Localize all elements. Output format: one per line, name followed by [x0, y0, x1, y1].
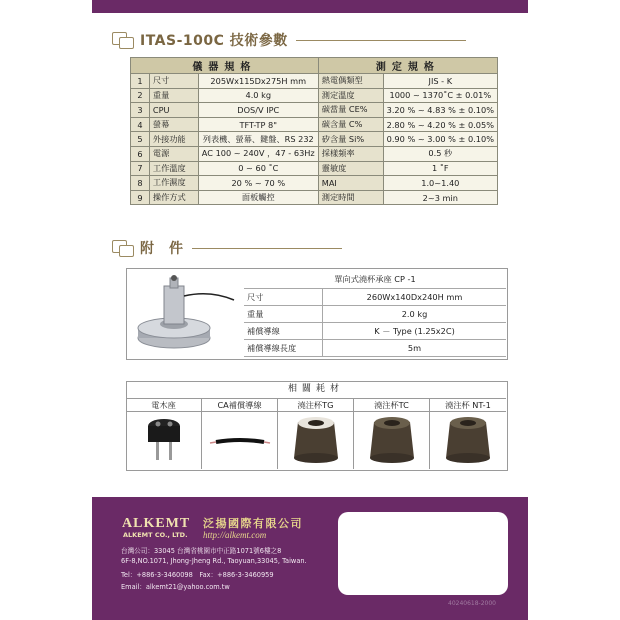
- accessory-section-title: 附 件: [140, 241, 184, 257]
- spec-row: [131, 161, 498, 176]
- spec-value: TFT-TP 8": [198, 117, 318, 132]
- measure-value: 1 ˚F: [383, 161, 497, 176]
- company-name: 泛揚國際有限公司: [203, 517, 303, 530]
- document-code: 40240618-2000: [448, 600, 496, 607]
- divider: [192, 248, 342, 249]
- row-number: 2: [131, 88, 150, 103]
- measure-value: 2.80 % ~ 4.20 % ± 0.05%: [383, 117, 497, 132]
- spec-table: [130, 57, 498, 205]
- measure-value: JIS - K: [383, 74, 497, 89]
- divider: [296, 40, 466, 41]
- spec-row: [131, 88, 498, 103]
- accessory-value: 5m: [323, 340, 507, 357]
- measure-label: 熱電偶類型: [318, 74, 383, 89]
- measure-value: 1.0~1.40: [383, 176, 497, 191]
- compensation-wire-icon: [202, 412, 278, 469]
- spec-value: 20 % ~ 70 %: [198, 176, 318, 191]
- spec-section-title: ITAS-100C 技術參數: [140, 33, 288, 49]
- spec-value: 面板觸控: [198, 190, 318, 205]
- row-number: 1: [131, 74, 150, 89]
- accessory-row: [244, 340, 506, 357]
- measure-label: 矽含量 Si%: [318, 132, 383, 147]
- spec-label: 尺寸: [149, 74, 198, 89]
- accessory-label: 重量: [244, 306, 323, 323]
- section-bullet-icon: [112, 32, 134, 48]
- accessory-value: K － Type (1.25x2C): [323, 323, 507, 340]
- spec-value: 列表機、螢幕、鍵盤、RS 232: [198, 132, 318, 147]
- spec-row: [131, 103, 498, 118]
- consumable-label: 澆注杯TG: [278, 399, 354, 412]
- address-english: 6F-8,NO.1071, Jhong-Jheng Rd., Taoyuan,33045, Taiwan.: [121, 557, 307, 565]
- accessory-table: [244, 270, 506, 357]
- measure-value: 1000 ~ 1370˚C ± 0.01%: [383, 88, 497, 103]
- spec-row: [131, 74, 498, 89]
- accessory-section-heading: [112, 238, 342, 258]
- consumable-label: CA補償導線: [202, 399, 278, 412]
- accessory-label: 尺寸: [244, 289, 323, 306]
- consumable-label: 電木座: [126, 399, 202, 412]
- row-number: 5: [131, 132, 150, 147]
- spec-row: [131, 176, 498, 191]
- accessory-label: 補償導線: [244, 323, 323, 340]
- accessory-value: 260Wx140Dx240H mm: [323, 289, 507, 306]
- row-number: 3: [131, 103, 150, 118]
- spec-label: 螢幕: [149, 117, 198, 132]
- spec-row: [131, 117, 498, 132]
- spec-label: 工作溫度: [149, 161, 198, 176]
- spec-table-header: [131, 58, 498, 74]
- pouring-cup-holder-image: [130, 272, 238, 356]
- spec-value: 0 ~ 60 ˚C: [198, 161, 318, 176]
- spec-label: 工作濕度: [149, 176, 198, 191]
- spec-section-heading: [112, 30, 466, 50]
- spec-label: 外接功能: [149, 132, 198, 147]
- measure-value: 0.90 % ~ 3.00 % ± 0.10%: [383, 132, 497, 147]
- accessory-row: [244, 323, 506, 340]
- accessory-name: 單向式澆杯承座 CP -1: [244, 270, 506, 289]
- measure-label: 採樣頻率: [318, 146, 383, 161]
- section-bullet-icon: [112, 240, 134, 256]
- consumable-label: 澆注杯TC: [354, 399, 430, 412]
- email[interactable]: Email：alkemt21@yahoo.com.tw: [121, 583, 230, 591]
- spec-label: 重量: [149, 88, 198, 103]
- measure-value: 0.5 秒: [383, 146, 497, 161]
- accessory-row: [244, 289, 506, 306]
- consumable-label: 澆注杯 NT-1: [430, 399, 506, 412]
- spec-row: [131, 190, 498, 205]
- pouring-cup-tg-icon: [278, 412, 354, 469]
- company-url[interactable]: http://alkemt.com: [203, 530, 267, 540]
- pouring-cup-tc-icon: [354, 412, 430, 469]
- accessory-label: 補償導線長度: [244, 340, 323, 357]
- logo-subtitle: ALKEMT CO., LTD.: [123, 531, 188, 539]
- row-number: 9: [131, 190, 150, 205]
- measure-value: 3.20 % ~ 4.83 % ± 0.10%: [383, 103, 497, 118]
- address-chinese: 台灣公司：33045 台灣省桃園市中正路1071號6樓之8: [121, 547, 282, 555]
- measure-label: MAI: [318, 176, 383, 191]
- row-number: 7: [131, 161, 150, 176]
- spec-row: [131, 132, 498, 147]
- bakelite-base-icon: [126, 412, 202, 469]
- row-number: 6: [131, 146, 150, 161]
- blank-label-box: [338, 512, 508, 595]
- phone-fax: Tel：+886-3-3460098 Fax：+886-3-3460959: [121, 571, 274, 579]
- consumables-title: 相關耗材: [126, 381, 506, 399]
- spec-row: [131, 146, 498, 161]
- spec-label: CPU: [149, 103, 198, 118]
- pouring-cup-nt1-icon: [430, 412, 506, 469]
- spec-value: 4.0 kg: [198, 88, 318, 103]
- measure-label: 測定溫度: [318, 88, 383, 103]
- row-number: 4: [131, 117, 150, 132]
- instrument-spec-header: 儀器規格: [131, 58, 319, 74]
- top-band: [92, 0, 528, 13]
- spec-value: 205Wx115Dx275H mm: [198, 74, 318, 89]
- measure-value: 2~3 min: [383, 190, 497, 205]
- spec-label: 操作方式: [149, 190, 198, 205]
- spec-value: AC 100 ~ 240V ，47 - 63Hz: [198, 146, 318, 161]
- measure-label: 碳當量 CE%: [318, 103, 383, 118]
- measurement-spec-header: 測定規格: [318, 58, 497, 74]
- measure-label: 靈敏度: [318, 161, 383, 176]
- accessory-title-row: [244, 270, 506, 289]
- measure-label: 碳含量 C%: [318, 117, 383, 132]
- accessory-value: 2.0 kg: [323, 306, 507, 323]
- accessory-row: [244, 306, 506, 323]
- spec-value: DOS/V IPC: [198, 103, 318, 118]
- alkemt-logo: ALKEMT: [122, 516, 191, 531]
- row-number: 8: [131, 176, 150, 191]
- spec-label: 電源: [149, 146, 198, 161]
- measure-label: 測定時間: [318, 190, 383, 205]
